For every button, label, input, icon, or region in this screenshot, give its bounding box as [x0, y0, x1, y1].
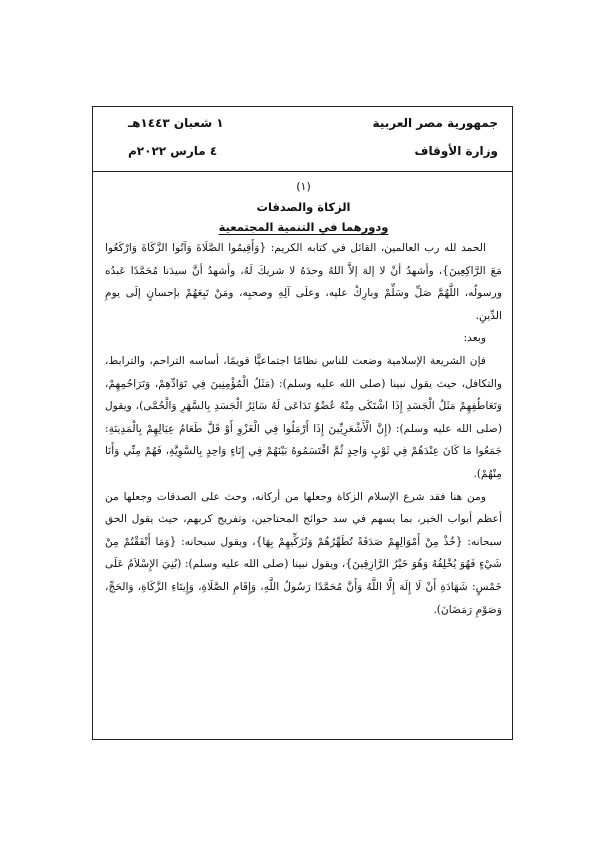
- document-header: [93, 107, 512, 172]
- ministry-name: وزارة الأوقاف: [414, 144, 498, 158]
- document-frame: [92, 106, 513, 740]
- sermon-number: (١): [296, 180, 311, 193]
- paragraph-zakat: ومن هنا فقد شرع الإسلام الزكاة وجعلها من أركانه، وحث على الصدقات وجعلها من أعظم أبواب الخير، بما يسهم في سد حوائج المحتاجين، وتفريج كربهم، حيث يقول الحق سبحانه: {خُذْ مِنْ أَمْوَالِهِمْ صَدَقَةً تُطَهِّرُهُمْ وَتُزَكِّيهِمْ بِهَا}، ويقول سبحانه: {وَمَا أَنْفَقْتُمْ مِنْ شَيْءٍ فَهُوَ يُخْلِفُهُ وَهُوَ خَيْرُ الرَّازِقِينَ}، ويقول نبينا (صلى الله عليه وسلم): (بُنِيَ الإِسْلاَمُ عَلَى خَمْسٍ: شَهَادَةِ أَنْ لَا إِلَهَ إِلَّا اللَّهُ وَأَنَّ مُحَمَّدًا رَسُولُ اللَّهِ، وَإِقَامِ الصَّلَاةِ، وَإِيتَاءِ الزَّكَاةِ، وَالحَجِّ، وَصَوْمِ رَمَضَانَ).: [105, 489, 502, 616]
- sermon-title: الزكاة والصدقات: [256, 200, 351, 214]
- paragraph-transition: وبعد:: [463, 331, 486, 345]
- gregorian-date: ٤ مارس ٢٠٢٢م: [128, 144, 218, 158]
- country-name: جمهورية مصر العربية: [372, 116, 498, 130]
- hijri-date: ١ شعبان ١٤٤٣هـ: [128, 116, 224, 130]
- sermon-subtitle: ودورهما في التنمية المجتمعية: [218, 220, 389, 234]
- paragraph-social-system: فإن الشريعة الإسلامية وضعت للناس نظامًا اجتماعيًّا قويمًا، أساسه التراحم، والترابط، والتكافل، حيث يقول نبينا (صلى الله عليه وسلم): (مَثَلُ الْمُؤْمِنِينَ فِي تَوَادِّهِمْ، وَتَرَاحُمِهِمْ، وَتَعَاطُفِهِمْ مَثَلُ الْجَسَدِ إِذَا اشْتَكَى مِنْهُ عُضْوٌ تَدَاعَى لَهُ سَائِرُ الْجَسَدِ بِالسَّهَرِ وَالْحُمَّى)، ويقول (صلى الله عليه وسلم): (إِنَّ الْأَشْعَرِيِّينَ إِذَا أَرْمَلُوا فِي الْغَزْوِ أَوْ قَلَّ طَعَامُ عِيَالِهِمْ بِالْمَدِينَةِ: جَمَعُوا مَا كَانَ عِنْدَهُمْ فِي ثَوْبٍ وَاحِدٍ ثُمَّ اقْتَسَمُوهُ بَيْنَهُمْ فِي إِنَاءٍ وَاحِدٍ بِالسَّوِيَّةِ، فَهُمْ مِنِّي وَأَنَا مِنْهُمْ).: [105, 353, 502, 480]
- paragraph-opening: الحمد لله رب العالمين، القائل في كتابه الكريم: {وَأَقِيمُوا الصَّلَاةَ وَآتُوا الزَّكَاةَ وَارْكَعُوا مَعَ الرَّاكِعِينَ}، وأشهدُ أنْ لا إلهَ إلاَّ اللهُ وحدَهُ لا شريكَ لَهُ، وأشهدُ أنَّ سيدَنا مُحَمَّدًا عَبدُه ورسولُه، اللَّهُمَّ صَلِّ وسَلِّمْ وبارِكْ عليه، وعلَى آلِهِ وصحبِه، ومَنْ تَبِعَهُمْ بإحسانٍ إلَى يومِ الدِّينِ.: [105, 241, 502, 322]
- sermon-body: [105, 177, 502, 727]
